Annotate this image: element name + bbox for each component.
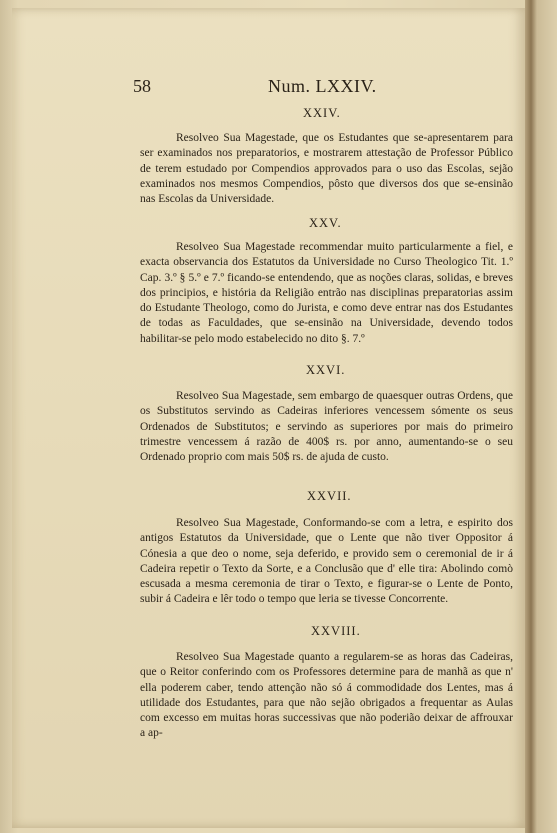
section-paragraph-xxiv: Resolveo Sua Magestade, que os Estudantes que se-apresentarem para ser examinados nos preparatorios, e mostrarem attestação de Professor Público de terem estudado por Compendios approvados para o uso das Escolas, sejão examinados nos mesmos Compendios, pôsto que diversos dos que se-ensinão nas Escolas da Universidade. <box>140 132 513 206</box>
section-heading-xxv: XXV. <box>309 216 342 230</box>
section-paragraph-xxvi: Resolveo Sua Magestade, sem embargo de quaesquer outras Ordens, que os Substitutos servindo as Cadeiras inferiores vencessem sómente os seus Ordenados de Substitutos; e servindo as superiores por mais do primeiro trimestre vencessem á razão de 400$ rs. por anno, aumentando-se o seu Ordenado proprio com mais 50$ rs. de ajuda de custo. <box>140 390 513 464</box>
section-heading-xxviii: XXVIII. <box>311 624 361 638</box>
section-heading-xxiv: XXIV. <box>303 106 341 120</box>
section-heading-xxvi: XXVI. <box>306 363 346 377</box>
section-paragraph-xxviii: Resolveo Sua Magestade quanto a regularem-se as horas das Cadeiras, que o Reitor conferindo com os Professores determine para de manhã as que n' ella poderem caber, tendo attenção não só á commodidade dos Lentes, mas á utilidade dos Estudantes, para que não sejão obrigados a frequentar as Aulas com excesso em muitas horas successivas que não poderião deixar de affrouxar a ap- <box>140 651 513 740</box>
facing-page-edge <box>525 0 557 833</box>
section-heading-xxvii: XXVII. <box>307 489 352 503</box>
section-paragraph-xxv: Resolveo Sua Magestade recommendar muito particularmente a fiel, e exacta observancia dos Estatutos da Universidade no Curso Theologico Tit. 1.º Cap. 3.º § 5.º e 7.º ficando-se entendendo, que as noções claras, solidas, e breves dos principios, e história da Religião entrão nas disciplinas preparatorias assim do Estudante Theologo, como do Jurista, e como deve entrar nas dos Estudantes de todas as Faculdades, que se-ensinão na Universidade, devendo todos habilitar-se pelo modo estabelecido no dito §. 7.º <box>140 241 513 345</box>
running-head: Num. LXXIV. <box>268 76 377 96</box>
section-paragraph-xxvii: Resolveo Sua Magestade, Conformando-se com a letra, e espirito dos antigos Estatutos da Universidade, que o Lente que não tiver Oppositor á Cónesia a que deo o nome, seja deferido, e provido sem o ceremonial de ir á Cadeira repetir o Texto da Sorte, e a Conclusão que d' elle tira: Abolindo comò escusada a mesma ceremonia de tirar o Texto, e figurar-se o Lente de Ponto, subir á Cadeira e lêr todo o tempo que leria se tivesse Concorrente. <box>140 517 513 606</box>
page-number: 58 <box>133 76 151 96</box>
